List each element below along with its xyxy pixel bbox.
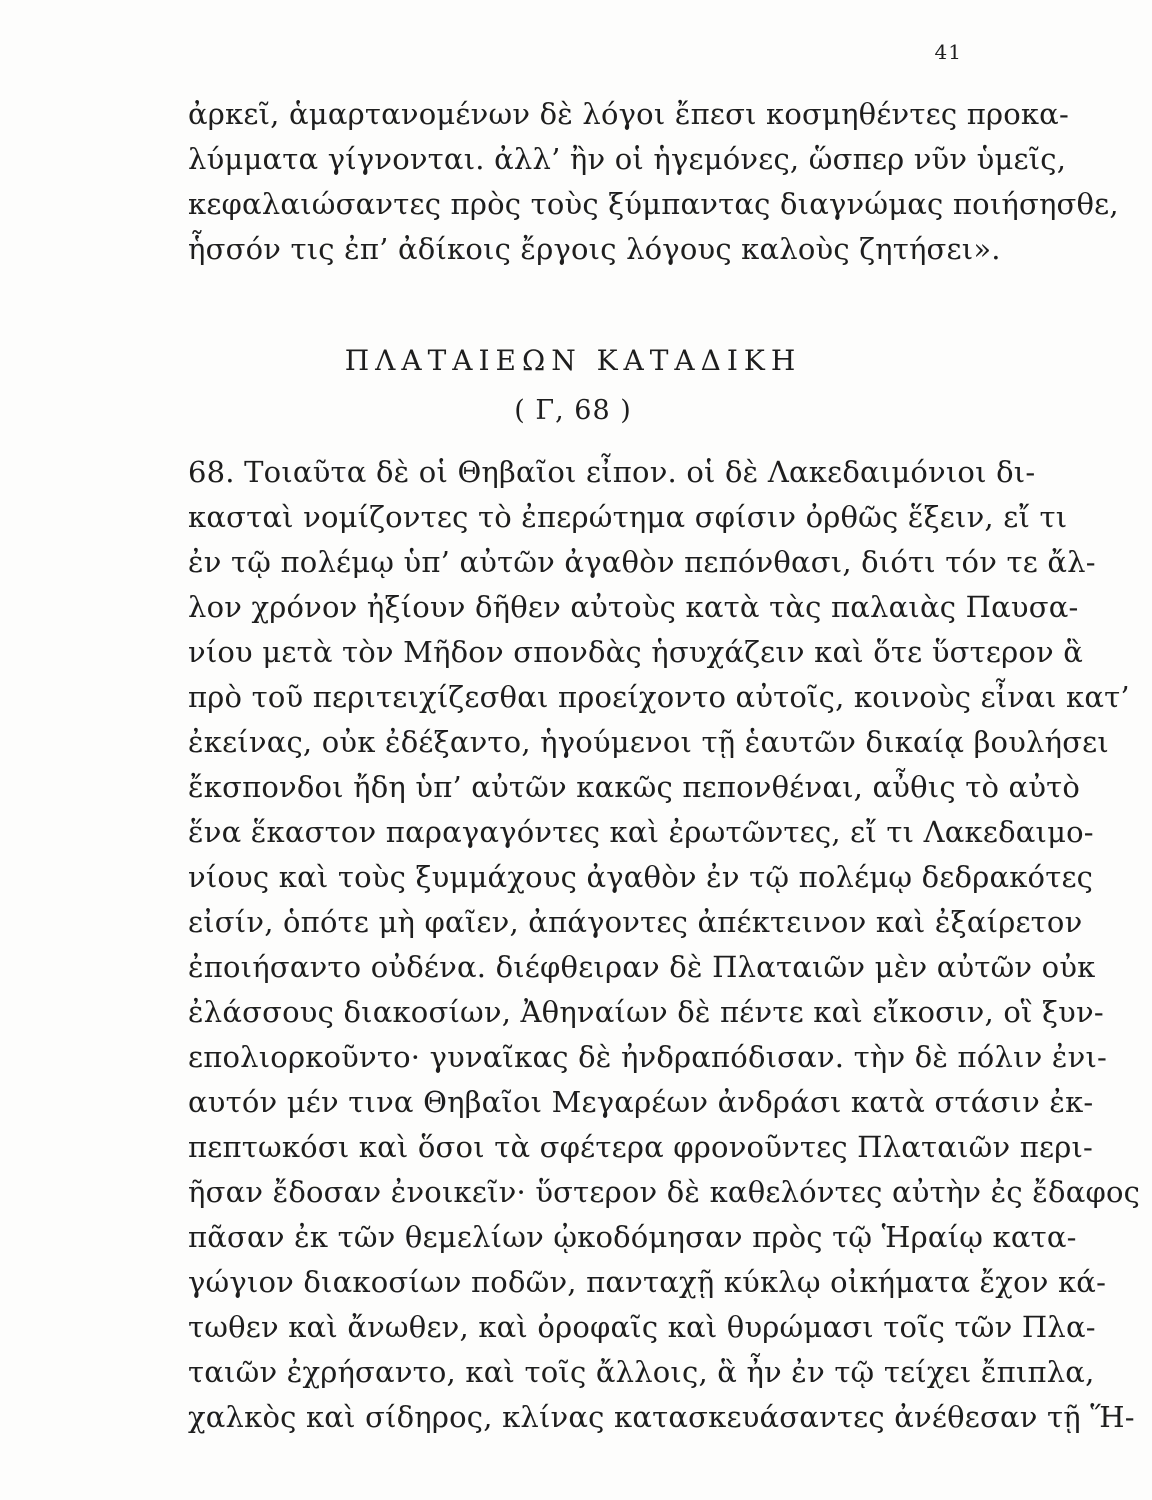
text-line: κεφαλαιώσαντες πρὸς τοὺς ξύμπαντας διαγνώμας ποιήσησθε,	[188, 187, 1119, 221]
text-line: ταιῶν ἐχρήσαντο, καὶ τοῖς ἄλλοις, ἃ ἦν ἐν τῷ τείχει ἔπιπλα,	[188, 1355, 1095, 1389]
text-line: ἀρκεῖ, ἁμαρτανομένων δὲ λόγοι ἔπεσι κοσμηθέντες προκα-	[188, 97, 1069, 131]
section-reference: ( Γ, 68 )	[514, 395, 632, 426]
main-paragraph	[188, 450, 1141, 1440]
text-line: ἐκείνας, οὐκ ἐδέξαντο, ἡγούμενοι τῇ ἑαυτῶν δικαίᾳ βουλήσει	[188, 725, 1109, 759]
text-line: λον χρόνον ἠξίουν δῆθεν αὐτοὺς κατὰ τὰς παλαιὰς Παυσα-	[188, 590, 1079, 624]
text-line: πεπτωκόσι καὶ ὅσοι τὰ σφέτερα φρονοῦντες Πλαταιῶν περι-	[188, 1130, 1094, 1164]
text-line: ἕνα ἕκαστον παραγαγόντες καὶ ἐρωτῶντες, εἴ τι Λακεδαιμο-	[188, 815, 1094, 849]
section-title: ΠΛΑΤΑΙΕΩΝ ΚΑΤΑΔΙΚΗ	[344, 344, 802, 377]
text-line: ἐλάσσους διακοσίων, Ἀθηναίων δὲ πέντε καὶ εἴκοσιν, οἳ ξυν-	[188, 995, 1104, 1029]
text-line: πᾶσαν ἐκ τῶν θεμελίων ᾠκοδόμησαν πρὸς τῷ Ἡραίῳ κατα-	[188, 1220, 1077, 1254]
text-line: εἰσίν, ὁπότε μὴ φαῖεν, ἀπάγοντες ἀπέκτεινον καὶ ἐξαίρετον	[188, 905, 1083, 939]
text-line: 68. Τοιαῦτα δὲ οἱ Θηβαῖοι εἶπον. οἱ δὲ Λακεδαιμόνιοι δι-	[188, 455, 1036, 489]
section-heading	[188, 335, 958, 435]
text-line: κασταὶ νομίζοντες τὸ ἐπερώτημα σφίσιν ὀρθῶς ἕξειν, εἴ τι	[188, 500, 1068, 534]
text-line: ἔκσπονδοι ἤδη ὑπ’ αὐτῶν κακῶς πεπονθέναι, αὖθις τὸ αὐτὸ	[188, 770, 1081, 804]
text-line: αυτόν μέν τινα Θηβαῖοι Μεγαρέων ἀνδράσι κατὰ στάσιν ἐκ-	[188, 1085, 1094, 1119]
text-line: ἐποιήσαντο οὐδένα. διέφθειραν δὲ Πλαταιῶν μὲν αὐτῶν οὐκ	[188, 950, 1096, 984]
text-line: τωθεν καὶ ἄνωθεν, καὶ ὀροφαῖς καὶ θυρώμασι τοῖς τῶν Πλα-	[188, 1310, 1096, 1344]
text-line: επολιορκοῦντο· γυναῖκας δὲ ἠνδραπόδισαν. τὴν δὲ πόλιν ἐνι-	[188, 1040, 1108, 1074]
text-line: ἧσσόν τις ἐπ’ ἀδίκοις ἔργοις λόγους καλοὺς ζητήσει».	[188, 232, 1001, 266]
text-line: ἐν τῷ πολέμῳ ὑπ’ αὐτῶν ἀγαθὸν πεπόνθασι, διότι τόν τε ἄλ-	[188, 545, 1096, 579]
text-line: ῆσαν ἔδοσαν ἐνοικεῖν· ὕστερον δὲ καθελόντες αὐτὴν ἐς ἔδαφος	[188, 1175, 1141, 1209]
text-line: πρὸ τοῦ περιτειχίζεσθαι προείχοντο αὐτοῖς, κοινοὺς εἶναι κατ’	[188, 680, 1130, 714]
text-line: γώγιον διακοσίων ποδῶν, πανταχῇ κύκλῳ οἰκήματα ἔχον κά-	[188, 1265, 1107, 1299]
text-line: νίους καὶ τοὺς ξυμμάχους ἀγαθὸν ἐν τῷ πολέμῳ δεδρακότες	[188, 860, 1094, 894]
text-line: χαλκὸς καὶ σίδηρος, κλίνας κατασκευάσαντες ἀνέθεσαν τῇ Ἥ-	[188, 1400, 1135, 1434]
text-line: νίου μετὰ τὸν Μῆδον σπονδὰς ἡσυχάζειν καὶ ὅτε ὕστερον ἃ	[188, 635, 1084, 669]
page-number: 41	[934, 40, 962, 64]
intro-paragraph	[188, 92, 1119, 272]
text-line: λύμματα γίγνονται. ἀλλ’ ἢν οἱ ἡγεμόνες, ὥσπερ νῦν ὑμεῖς,	[188, 142, 1067, 176]
